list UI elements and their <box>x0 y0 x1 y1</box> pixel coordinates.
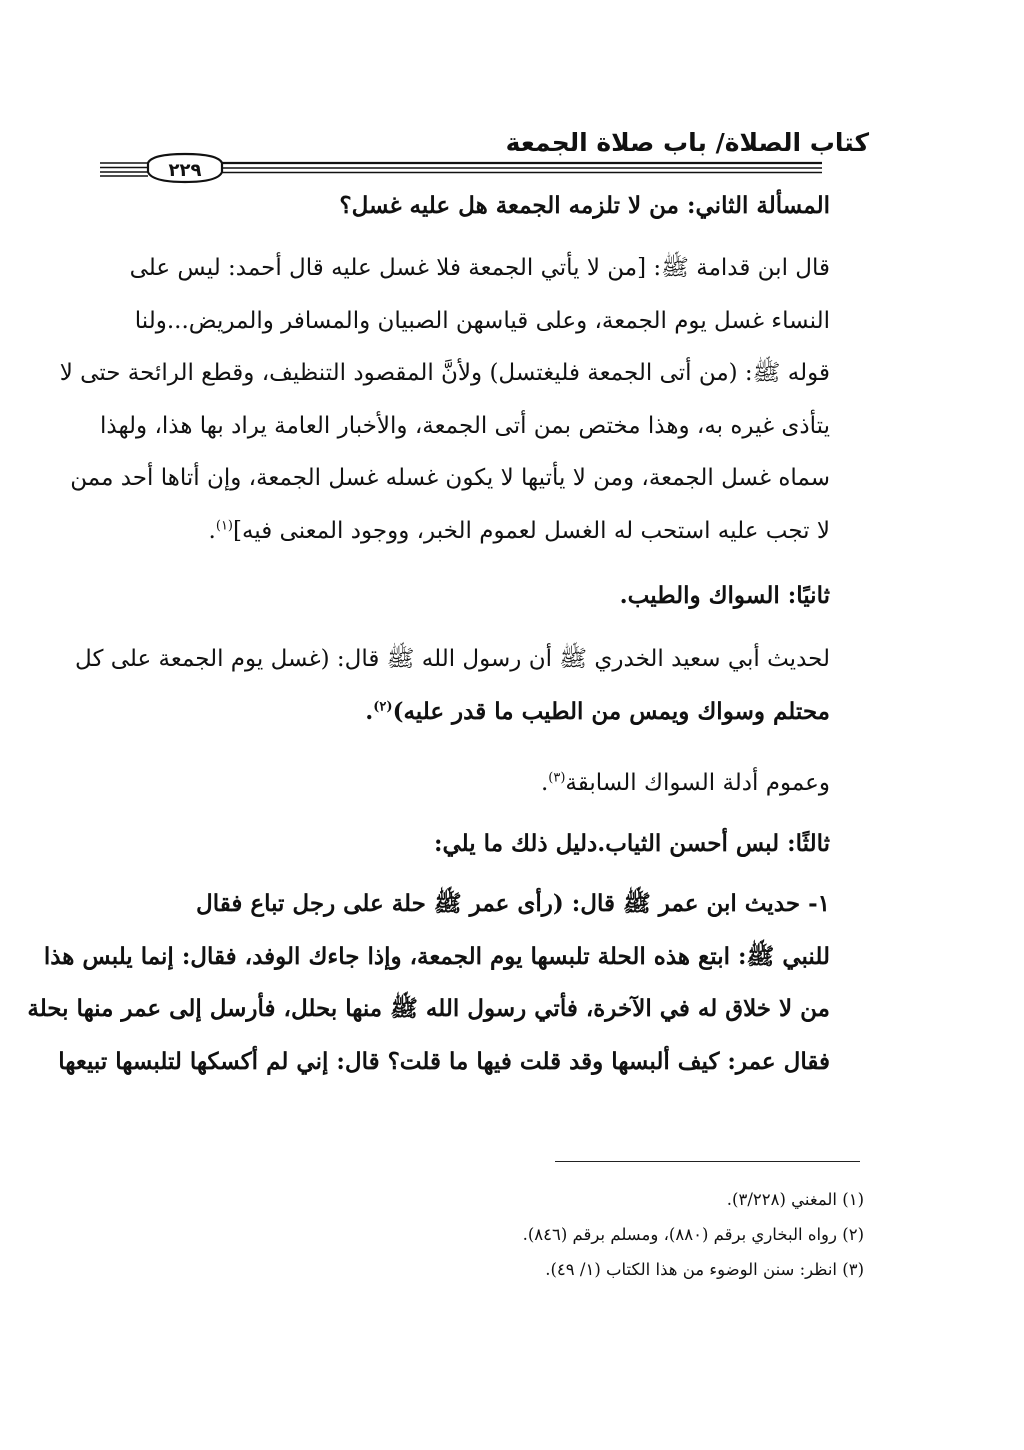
footnote-ref: (٣) <box>548 770 566 786</box>
section-heading-clothes <box>108 818 830 871</box>
footnote-separator <box>555 1161 860 1162</box>
text-fragment: . <box>208 517 216 544</box>
text-line: لحديث أبي سعيد الخدري ﷺ أن رسول الله ﷺ قال: (غسل يوم الجمعة على كل <box>75 646 830 672</box>
paragraph-question <box>108 180 830 233</box>
text-line <box>108 757 830 810</box>
section-heading-siwak <box>108 570 830 623</box>
text-line: فقال عمر: كيف ألبسها وقد قلت فيها ما قلت؟ قال: إني لم أكسكها لتلبسها تبيعها <box>58 1047 830 1075</box>
paragraph-ibn-qudama-quote <box>59 242 830 557</box>
text-line: ثالثًا: لبس أحسن الثياب.دليل ذلك ما يلي: <box>434 830 830 857</box>
paragraph-hadith-abu-said <box>75 633 830 738</box>
text-line: قال ابن قدامة ﷺ: [من لا يأتي الجمعة فلا غسل عليه قال أحمد: ليس على <box>129 255 830 281</box>
footnotes <box>164 1182 864 1287</box>
footnote-3: (٣) انظر: سنن الوضوء من هذا الكتاب (١/ ٤٩). <box>545 1260 864 1279</box>
footnote-1: (١) المغني (٣/٢٢٨). <box>726 1190 864 1209</box>
text-line: النساء غسل يوم الجمعة، وعلى قياسهن الصبيان والمسافر والمريض...ولنا <box>134 307 830 334</box>
paragraph-general-evidence <box>108 757 830 810</box>
text-line: المسألة الثاني: من لا تلزمه الجمعة هل عليه غسل؟ <box>339 192 830 219</box>
running-title: كتاب الصلاة/ باب صلاة الجمعة <box>505 128 869 157</box>
text-fragment: محتلم وسواك ويمس من الطيب ما قدر عليه) <box>392 697 830 725</box>
text-line: ثانيًا: السواك والطيب. <box>619 582 830 609</box>
text-fragment: . <box>540 770 549 796</box>
footnote-2: (٢) رواه البخاري برقم (٨٨٠)، ومسلم برقم (٨٤٦). <box>522 1225 864 1244</box>
paragraph-hadith-ibn-umar <box>27 878 830 1088</box>
text-line <box>108 686 830 739</box>
text-line: من لا خلاق له في الآخرة، فأتي رسول الله ﷺ منها بحلل، فأرسل إلى عمر منها بحلة <box>27 995 830 1022</box>
text-fragment: لا تجب عليه استحب له الغسل لعموم الخبر، ووجود المعنى فيه] <box>233 517 830 544</box>
text-line: يتأذى غيره به، وهذا مختص بمن أتى الجمعة، والأخبار العامة يراد بها هذا، ولهذا <box>99 412 830 439</box>
text-fragment: وعموم أدلة السواك السابقة <box>565 770 830 796</box>
footnote-ref: (١) <box>215 517 233 533</box>
text-line: للنبي ﷺ: ابتع هذه الحلة تلبسها يوم الجمعة، وإذا جاءك الوفد، فقال: إنما يلبس هذا <box>43 942 830 970</box>
text-fragment: . <box>365 697 374 725</box>
footnote-ref: (٢) <box>373 698 393 714</box>
text-line <box>108 505 830 558</box>
page-number: ٢٢٩ <box>168 160 202 181</box>
text-line: سماه غسل الجمعة، ومن لا يأتيها لا يكون غسله غسل الجمعة، وإن أتاها أحد ممن <box>70 465 830 491</box>
text-line: قوله ﷺ: (من أتى الجمعة فليغتسل) ولأنَّ المقصود التنظيف، وقطع الرائحة حتى لا <box>59 360 830 386</box>
text-line: ١- حديث ابن عمر ﷺ قال: (رأى عمر ﷺ حلة على رجل تباع فقال <box>196 890 830 917</box>
